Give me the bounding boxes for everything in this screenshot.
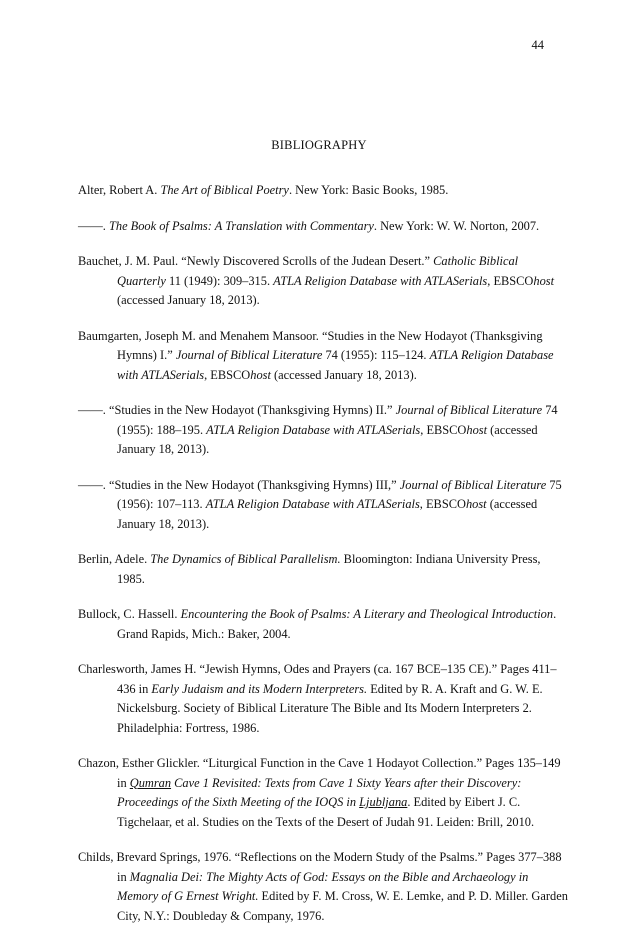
entry-text: , EBSCO	[420, 422, 467, 437]
bibliography-entry-alter-psalms	[78, 217, 568, 237]
entry-host: host	[533, 273, 555, 288]
entry-text: ——. “Studies in the New Hodayot (Thanksgiving Hymns) III,”	[78, 477, 400, 492]
entry-text: Alter, Robert A.	[78, 183, 161, 197]
bibliography-entry-childs	[78, 848, 568, 926]
entry-text: Charlesworth, James H. “Jewish Hymns, Odes and Prayers (ca. 167 BCE–135 CE).” Pages 411–436 in	[78, 662, 557, 696]
bibliography-entry-baumgarten-1	[78, 327, 568, 386]
bibliography-entry-charlesworth	[78, 660, 568, 738]
entry-text: Baumgarten, Joseph M. and Menahem Mansoor. “Studies in the New Hodayot (Thanksgiving Hymns) I.”	[78, 328, 543, 362]
entry-title: Early Judaism and its Modern Interpreters.	[151, 681, 368, 696]
entry-title: The Book of Psalms: A Translation with Commentary	[108, 218, 374, 233]
entry-title: Magnalia Dei: The Mighty Acts of God: Essays on the Bible and Archaeology in Memory of G Ernest Wright.	[117, 869, 529, 903]
entry-title: Cave 1 Revisited: Texts from Cave 1 Sixty Years after their Discovery: Proceedings of the Sixth Meeting of the IOQS in	[117, 775, 522, 809]
bibliography-entry-berlin	[78, 550, 568, 589]
entry-text: Edited by F. M. Cross, W. E. Lemke, and P. D. Miller. Garden City, N.Y.: Doubleday & Company, 1976.	[117, 889, 568, 923]
entry-database: ATLA Religion Database with ATLASerials	[273, 273, 488, 288]
bibliography-entry-bauchet	[78, 252, 568, 311]
bibliography-entry-baumgarten-2	[78, 401, 568, 460]
entry-text: 75 (1956): 107–113.	[117, 477, 562, 511]
entry-host: host	[465, 497, 487, 511]
entry-title: Encountering the Book of Psalms: A Literary and Theological Introduction	[180, 607, 554, 621]
entry-text: 74 (1955): 188–195.	[117, 403, 558, 437]
entry-text: Edited by R. A. Kraft and G. W. E. Nickelsburg. Society of Biblical Literature The Bible and Its Modern Interpreters 2. Philadelphia: Fortress, 1986.	[117, 681, 543, 735]
bibliography-entry-baumgarten-3	[78, 476, 568, 535]
entry-text: (accessed January 18, 2013).	[117, 293, 260, 307]
entry-text: . Edited by Eibert J. C. Tigchelaar, et al. Studies on the Texts of the Desert of Judah 91. Leiden: Brill, 2010.	[117, 795, 535, 829]
entry-journal: Journal of Biblical Literature	[399, 477, 547, 492]
entry-text: 11 (1949): 309–315.	[165, 273, 274, 288]
entry-host: host	[250, 367, 271, 382]
bibliography-entry-alter	[78, 181, 568, 201]
entry-journal: Journal of Biblical Literature	[395, 403, 543, 417]
entry-title-underlined: Qumran	[129, 775, 172, 790]
entry-text: ——.	[78, 218, 109, 233]
entry-text: . New York: Basic Books, 1985.	[288, 183, 449, 197]
entry-journal: Journal of Biblical Literature	[175, 348, 323, 362]
entry-text: (accessed January 18, 2013).	[270, 367, 417, 382]
entry-text: , EBSCO	[419, 497, 466, 511]
entry-text: ——. “Studies in the New Hodayot (Thanksgiving Hymns) II.”	[78, 403, 396, 417]
entry-text: Bullock, C. Hassell.	[78, 607, 181, 621]
bibliography-entry-chazon	[78, 754, 568, 832]
entry-text: . New York: W. W. Norton, 2007.	[373, 218, 540, 233]
entry-text: (accessed January 18, 2013).	[117, 422, 538, 456]
entry-text: Bloomington: Indiana University Press, 1985.	[117, 552, 541, 586]
entry-text: , EBSCO	[204, 367, 251, 382]
bibliography-entry-bullock	[78, 605, 568, 644]
entry-text: Berlin, Adele.	[78, 552, 151, 566]
entry-text: Bauchet, J. M. Paul. “Newly Discovered Scrolls of the Judean Desert.”	[78, 254, 434, 268]
entry-title: The Dynamics of Biblical Parallelism.	[150, 552, 341, 566]
entry-database: ATLA Religion Database with ATLASerials	[117, 348, 554, 382]
bibliography-list	[78, 181, 568, 942]
entry-database: ATLA Religion Database with ATLASerials	[206, 422, 421, 437]
entry-text: Childs, Brevard Springs, 1976. “Reflections on the Modern Study of the Psalms.” Pages 377–388 in	[78, 850, 562, 884]
entry-text: , EBSCO	[487, 273, 534, 288]
entry-database: ATLA Religion Database with ATLASerials	[205, 497, 420, 511]
entry-text: (accessed January 18, 2013).	[117, 497, 538, 531]
entry-host: host	[466, 422, 488, 437]
entry-title: The Art of Biblical Poetry	[160, 183, 289, 197]
page-number: 44	[531, 38, 544, 52]
entry-text: 74 (1955): 115–124.	[322, 348, 430, 362]
entry-journal: Catholic Biblical Quarterly	[117, 254, 519, 288]
page-title: BIBLIOGRAPHY	[271, 138, 367, 152]
entry-text: Chazon, Esther Glickler. “Liturgical Function in the Cave 1 Hodayot Collection.” Pages 135–149 in	[78, 756, 561, 790]
entry-title-underlined: Ljubljana	[359, 795, 408, 809]
entry-text: . Grand Rapids, Mich.: Baker, 2004.	[117, 607, 557, 641]
